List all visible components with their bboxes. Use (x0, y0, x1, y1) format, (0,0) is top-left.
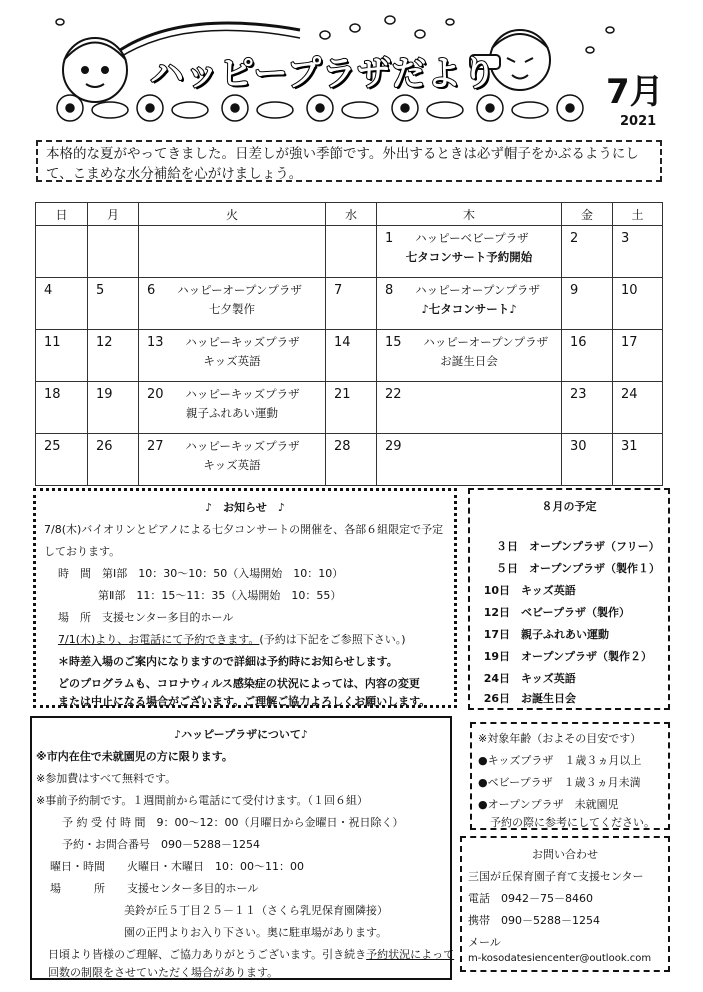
calendar-cell (139, 226, 326, 278)
notice-reservation (58, 631, 406, 647)
calendar-table (35, 202, 663, 486)
about-line: 予 約 受 付 時 間 9：00～12：00（月曜日から金曜日・祝日除く） (62, 816, 404, 829)
calendar-week-4 (36, 382, 663, 434)
august-date: 24日 (483, 672, 510, 685)
ages-line: ●キッズプラザ １歳３ヵ月以上 (478, 754, 642, 767)
intro-message: 本格的な夏がやってきました。日差しが強い季節です。外出するときは必ず帽子をかぶるようにして、こまめな水分補給を心がけましょう。 (36, 140, 662, 182)
about-thanks-underlined: 予約状況によって (366, 948, 455, 961)
about-line: ※市内在住で未就園児の方に限ります。 (36, 750, 233, 763)
notice-covid-2: または中止になる場合がございます。ご理解ご協力よろしくお願いします。 (58, 695, 431, 708)
day-number: 24 (621, 387, 638, 402)
calendar-week-1 (36, 226, 663, 278)
about-line: ※参加費はすべて無料です。 (36, 772, 177, 785)
notice-time-part2: 第Ⅱ部 11：15～11：35（入場開始 10：55） (98, 589, 342, 602)
day-number: 9 (570, 283, 579, 298)
calendar-cell (613, 382, 663, 434)
event-detail: 七タコンサート予約開始 (405, 250, 533, 264)
about-line: 園の正門よりお入り下さい。奥に駐車場があります。 (124, 926, 388, 939)
calendar-cell (326, 278, 377, 330)
day-number: 28 (334, 439, 351, 454)
august-date: ３日 (496, 540, 518, 553)
event-name: ハッピーオープンプラザ (177, 283, 302, 297)
august-event: オープンプラザ（製作２） (521, 650, 653, 663)
day-number: 11 (44, 335, 61, 350)
about-thanks-text: 日頃より皆様のご理解、ご協力ありがとうございます。引き続き (48, 948, 367, 961)
august-event: キッズ英語 (521, 672, 576, 685)
calendar-cell (326, 382, 377, 434)
newsletter-title: ハッピープラザだより (150, 54, 497, 94)
august-event: オープンプラザ（製作１） (529, 562, 661, 575)
calendar-cell (326, 330, 377, 382)
august-item (488, 538, 660, 554)
day-number: 18 (44, 387, 61, 402)
day-number: 13 (147, 335, 164, 350)
calendar-cell (36, 226, 88, 278)
notice-reservation-note: (予約は下記をご参照下さい。) (259, 633, 406, 646)
day-number: 26 (96, 439, 113, 454)
event-detail: お誕生日会 (440, 354, 498, 368)
event-detail: キッズ英語 (203, 458, 261, 472)
notice-staggered-entry: ＊時差入場のご案内になりますので詳細は予約時にお知らせします。 (58, 655, 398, 668)
calendar-cell (377, 434, 562, 486)
target-ages-box (470, 722, 670, 830)
notice-line: しております。 (44, 545, 121, 558)
august-item (480, 690, 576, 706)
month-label: 7月 (606, 72, 664, 112)
calendar-cell (139, 434, 326, 486)
morning-glory-row-icon (57, 95, 583, 121)
about-phone: 予約・お問合番号 090－5288－1254 (62, 838, 260, 851)
event-name: ハッピーオープンプラザ (415, 283, 540, 297)
august-date: 10日 (483, 584, 510, 597)
about-line: 場 所 支援センター多目的ホール (50, 882, 259, 895)
calendar-cell (88, 434, 139, 486)
about-line: 曜日・時間 火曜日・木曜日 10：00～11：00 (50, 860, 304, 873)
contact-box (460, 836, 670, 972)
calendar-cell (88, 278, 139, 330)
day-number: 17 (621, 335, 638, 350)
calendar-cell (377, 278, 562, 330)
calendar-week-2 (36, 278, 663, 330)
contact-phone: 電話 0942－75－8460 (468, 892, 593, 905)
calendar-cell (36, 434, 88, 486)
weekday-thu: 木 (377, 203, 562, 226)
day-number: 5 (96, 283, 105, 298)
notice-reservation-date: 7/1(木)より、お電話にて予約できます。 (58, 633, 260, 646)
calendar-cell (139, 382, 326, 434)
day-number: 31 (621, 439, 638, 454)
calendar-cell (88, 330, 139, 382)
calendar-cell (88, 226, 139, 278)
about-address: 美鈴が丘５丁目２５－１１（さくら乳児保育園隣接） (124, 904, 388, 917)
calendar-cell (613, 278, 663, 330)
august-event: オープンプラザ（フリー） (529, 540, 660, 553)
calendar-cell (562, 278, 613, 330)
day-number: 7 (334, 283, 343, 298)
day-number: 14 (334, 335, 351, 350)
weekday-sun: 日 (36, 203, 88, 226)
about-line: 回数の制限をさせていただく場合があります。 (48, 966, 279, 979)
ages-note: 予約の際に参考にしてください。 (490, 816, 655, 829)
event-name: ハッピーオープンプラザ (423, 335, 549, 349)
calendar-cell (326, 226, 377, 278)
about-title: ♪ハッピープラザについて♪ (174, 728, 308, 741)
august-event: お誕生日会 (521, 692, 576, 705)
weekday-tue: 火 (139, 203, 326, 226)
calendar-cell (562, 330, 613, 382)
day-number: 1 (385, 231, 394, 246)
notice-line: 7/8(木)バイオリンとピアノによる七夕コンサートの開催を、各部６組限定で予定 (44, 523, 444, 536)
day-number: 23 (570, 387, 587, 402)
calendar-cell (36, 278, 88, 330)
calendar-week-5 (36, 434, 663, 486)
august-item (480, 582, 576, 598)
calendar-cell (613, 434, 663, 486)
calendar-cell (613, 330, 663, 382)
day-number: 10 (621, 283, 638, 298)
notice-place: 場 所 支援センター多目的ホール (58, 611, 234, 624)
day-number: 30 (570, 439, 587, 454)
event-name: ハッピーキッズプラザ (185, 387, 300, 401)
day-number: 21 (334, 387, 351, 402)
august-date: 12日 (483, 606, 510, 619)
day-number: 16 (570, 335, 587, 350)
ages-line: ●オープンプラザ 未就園児 (478, 798, 619, 811)
day-number: 22 (385, 387, 402, 402)
day-number: 4 (44, 283, 53, 298)
day-number: 27 (147, 439, 164, 454)
august-item (480, 670, 576, 686)
august-event: キッズ英語 (521, 584, 576, 597)
calendar-cell (36, 330, 88, 382)
event-detail: 親子ふれあい運動 (186, 406, 278, 420)
calendar-cell (377, 226, 562, 278)
notice-box (33, 488, 457, 708)
contact-mail-label: メール (468, 936, 501, 949)
calendar-cell (377, 382, 562, 434)
august-item (480, 626, 609, 642)
weekday-wed: 水 (326, 203, 377, 226)
event-name: ハッピーキッズプラザ (185, 439, 300, 453)
contact-mobile: 携帯 090－5288－1254 (468, 914, 600, 927)
calendar-cell (562, 382, 613, 434)
calendar-cell (36, 382, 88, 434)
day-number: 19 (96, 387, 113, 402)
august-item (480, 648, 652, 664)
august-date: 17日 (483, 628, 510, 641)
calendar-cell (139, 278, 326, 330)
calendar-cell (326, 434, 377, 486)
day-number: 25 (44, 439, 61, 454)
august-date: ５日 (496, 562, 518, 575)
august-item (480, 604, 630, 620)
day-number: 2 (570, 231, 579, 246)
august-item (488, 560, 660, 576)
event-detail: ♪七タコンサート♪ (421, 302, 517, 316)
day-number: 15 (385, 335, 402, 350)
contact-org: 三国が丘保育園子育て支援センター (468, 870, 644, 883)
day-number: 20 (147, 387, 164, 402)
event-name: ハッピーキッズプラザ (185, 335, 300, 349)
august-date: 19日 (483, 650, 510, 663)
notice-time-part1: 時 間 第Ⅰ部 10：30～10：50（入場開始 10：10） (58, 567, 344, 580)
calendar-cell (562, 226, 613, 278)
day-number: 12 (96, 335, 113, 350)
contact-email[interactable]: m-kosodatesiencenter@outlook.com (468, 953, 652, 964)
contact-title: お問い合わせ (532, 848, 598, 861)
august-schedule-box (468, 488, 670, 710)
notice-title: ♪ お知らせ ♪ (205, 501, 285, 514)
weekday-sat: 土 (613, 203, 663, 226)
about-line: ※事前予約制です。１週間前から電話にて受付けます。（１回６組） (36, 794, 368, 807)
calendar-header-row (36, 203, 663, 226)
calendar-week-3 (36, 330, 663, 382)
calendar-cell (88, 382, 139, 434)
about-box (30, 716, 455, 980)
weekday-fri: 金 (562, 203, 613, 226)
day-number: 3 (621, 231, 630, 246)
calendar-cell (139, 330, 326, 382)
weekday-mon: 月 (88, 203, 139, 226)
notice-covid-1: どのプログラムも、コロナウィルス感染症の状況によっては、内容の変更 (58, 677, 420, 690)
event-detail: キッズ英語 (203, 354, 261, 368)
event-detail: 七夕製作 (209, 302, 255, 316)
calendar-cell (613, 226, 663, 278)
august-event: 親子ふれあい運動 (521, 628, 609, 641)
ages-line: ●ベビープラザ １歳３ヵ月未満 (478, 776, 641, 789)
august-date: 26日 (483, 692, 510, 705)
ages-title: ※対象年齢（およその目安です） (478, 732, 642, 745)
calendar-cell (562, 434, 613, 486)
child-left-icon (63, 38, 127, 102)
day-number: 6 (147, 283, 156, 298)
calendar-cell (377, 330, 562, 382)
day-number: 29 (385, 439, 402, 454)
about-thanks (48, 946, 454, 962)
year-label: 2021 (620, 114, 657, 129)
august-event: ベビープラザ（製作） (521, 606, 631, 619)
august-title: ８月の予定 (541, 500, 597, 513)
day-number: 8 (385, 283, 394, 298)
event-name: ハッピーベビープラザ (415, 231, 529, 245)
